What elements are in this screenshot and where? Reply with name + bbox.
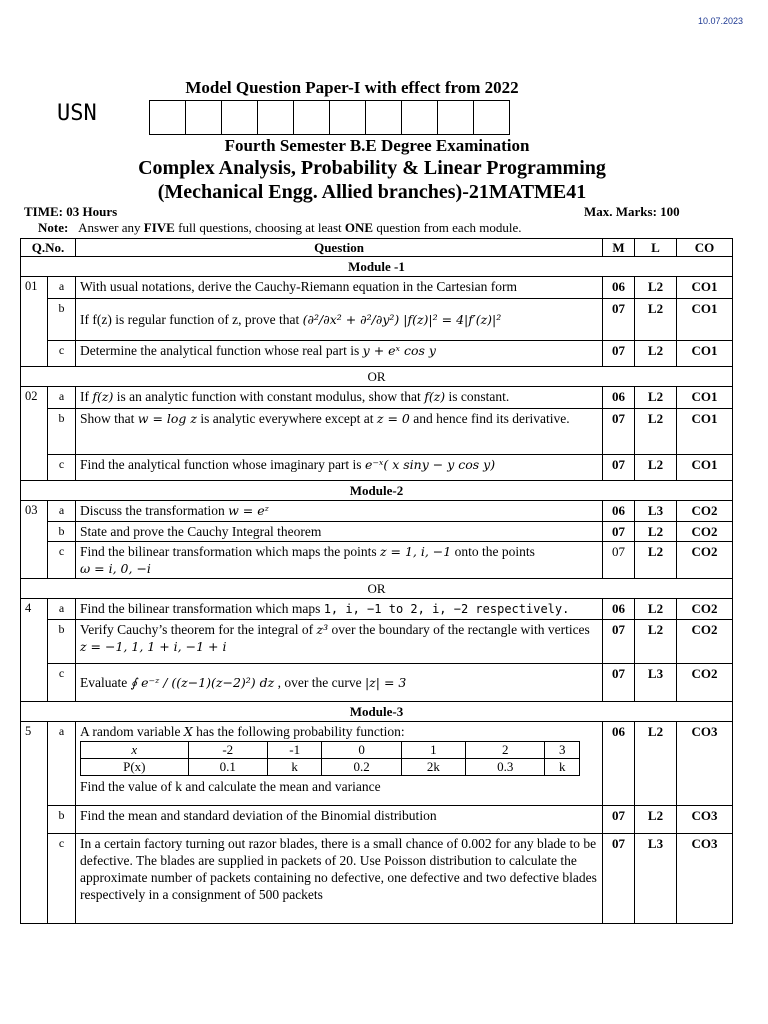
math-expression: y + eˣ cos y: [362, 343, 436, 358]
question-row: [21, 722, 733, 806]
math-expression: X: [183, 724, 193, 739]
math-expression: w = log z: [137, 411, 197, 426]
level: L3: [635, 664, 677, 702]
question-text: Find the mean and standard deviation of the Binomial distribution: [76, 806, 603, 834]
subject-name: Complex Analysis, Probability & Linear Programming: [138, 157, 606, 179]
usn-boxes: [150, 100, 510, 135]
probability-table: [80, 741, 580, 776]
x-value: 3: [545, 742, 580, 759]
note-text: full questions, choosing at least: [174, 220, 345, 235]
sub-part: b: [48, 409, 76, 455]
module-1-heading: Module -1: [21, 257, 733, 277]
sub-part: c: [48, 542, 76, 579]
course-outcome: CO1: [677, 299, 733, 341]
col-co: CO: [677, 239, 733, 257]
course-outcome: CO2: [677, 542, 733, 579]
question-text: [76, 387, 603, 409]
question-row: [21, 277, 733, 299]
question-table: [20, 238, 733, 924]
p-value: 2k: [401, 759, 465, 776]
x-value: -2: [188, 742, 267, 759]
math-expression: ω = i, 0, −i: [80, 561, 151, 576]
usn-box: [185, 100, 222, 135]
level: L2: [635, 806, 677, 834]
paper-title: Model Question Paper-I with effect from 2022: [185, 78, 519, 97]
sub-part: c: [48, 341, 76, 367]
module-row: [21, 702, 733, 722]
question-row: [21, 834, 733, 924]
question-text-part: onto the points: [451, 544, 535, 559]
level: L2: [635, 620, 677, 664]
math-expression: z = −1, 1, 1 + i, −1 + i: [80, 639, 227, 654]
math-expression: |z| = 3: [364, 675, 407, 690]
max-marks-label: Max. Marks: 100: [584, 204, 680, 219]
exam-name: Fourth Semester B.E Degree Examination: [224, 136, 530, 155]
level: L2: [635, 409, 677, 455]
usn-box: [473, 100, 510, 135]
level: L2: [635, 277, 677, 299]
question-text-part: If: [80, 389, 93, 404]
level: L2: [635, 299, 677, 341]
sub-part: b: [48, 522, 76, 542]
x-row: [81, 742, 580, 759]
x-value: 0: [322, 742, 401, 759]
course-outcome: CO2: [677, 522, 733, 542]
question-number: 4: [21, 599, 48, 702]
p-value: 0.1: [188, 759, 267, 776]
level: L2: [635, 542, 677, 579]
question-text: [76, 409, 603, 455]
marks: 07: [603, 409, 635, 455]
question-text-part: Find the value of k and calculate the mean and variance: [80, 779, 381, 794]
sub-part: a: [48, 501, 76, 522]
question-text: [76, 620, 603, 664]
x-label: x: [81, 742, 189, 759]
math-expression: f(z): [424, 389, 446, 404]
col-marks: M: [603, 239, 635, 257]
question-text-part: Evaluate: [80, 675, 131, 690]
date-stamp: 10.07.2023: [698, 16, 744, 26]
module-2-heading: Module-2: [21, 481, 733, 501]
math-expression: z = 1, i, −1: [379, 544, 452, 559]
question-text: State and prove the Cauchy Integral theorem: [76, 522, 603, 542]
p-row: [81, 759, 580, 776]
question-row: [21, 664, 733, 702]
course-outcome: CO3: [677, 806, 733, 834]
question-row: [21, 455, 733, 481]
question-text-part: , over the curve: [274, 675, 365, 690]
question-number: 5: [21, 722, 48, 924]
level: L2: [635, 599, 677, 620]
question-row: [21, 806, 733, 834]
x-value: 2: [466, 742, 545, 759]
marks: 07: [603, 341, 635, 367]
question-text-part: is an analytic function with constant modulus, show that: [113, 389, 425, 404]
sub-part: c: [48, 834, 76, 924]
question-row: [21, 501, 733, 522]
math-expression: z = 0: [376, 411, 410, 426]
level: L2: [635, 387, 677, 409]
marks: 06: [603, 501, 635, 522]
sub-part: a: [48, 722, 76, 806]
module-row: [21, 257, 733, 277]
note-one: ONE: [344, 220, 374, 235]
marks: 07: [603, 299, 635, 341]
marks: 07: [603, 542, 635, 579]
usn-box: [329, 100, 366, 135]
question-row: [21, 341, 733, 367]
marks: 07: [603, 455, 635, 481]
question-text-part: Verify Cauchy’s theorem for the integral of: [80, 622, 317, 637]
question-text-part: Determine the analytical function whose real part is: [80, 343, 363, 358]
question-text: [76, 664, 603, 702]
marks: 06: [603, 599, 635, 620]
question-text: [76, 455, 603, 481]
usn-box: [365, 100, 402, 135]
question-text: [76, 599, 603, 620]
question-text: [76, 542, 603, 579]
marks: 06: [603, 277, 635, 299]
marks: 07: [603, 664, 635, 702]
sub-part: a: [48, 277, 76, 299]
p-label: P(x): [81, 759, 189, 776]
course-outcome: CO1: [677, 387, 733, 409]
usn-box: [149, 100, 186, 135]
question-text: [76, 722, 603, 806]
math-expression: e⁻ˣ( x siny − y cos y): [364, 457, 496, 472]
level: L2: [635, 722, 677, 806]
sub-part: b: [48, 299, 76, 341]
note-text: question from each module.: [373, 220, 522, 235]
or-row: [21, 367, 733, 387]
col-level: L: [635, 239, 677, 257]
course-outcome: CO2: [677, 664, 733, 702]
question-row: [21, 542, 733, 579]
question-row: [21, 599, 733, 620]
course-outcome: CO3: [677, 834, 733, 924]
usn-box: [257, 100, 294, 135]
sub-part: a: [48, 387, 76, 409]
question-number: 02: [21, 387, 48, 481]
level: L2: [635, 341, 677, 367]
question-row: [21, 409, 733, 455]
course-outcome: CO2: [677, 501, 733, 522]
course-outcome: CO3: [677, 722, 733, 806]
module-3-heading: Module-3: [21, 702, 733, 722]
branch-code: (Mechanical Engg. Allied branches)-21MATME41: [157, 181, 587, 203]
question-row: [21, 620, 733, 664]
question-row: [21, 299, 733, 341]
question-text: With usual notations, derive the Cauchy-Riemann equation in the Cartesian form: [76, 277, 603, 299]
marks: 07: [603, 806, 635, 834]
marks: 07: [603, 522, 635, 542]
course-outcome: CO1: [677, 455, 733, 481]
question-text: [76, 501, 603, 522]
question-text-part: Find the bilinear transformation which maps the points: [80, 544, 380, 559]
level: L3: [635, 501, 677, 522]
question-text-part: is analytic everywhere except at: [196, 411, 377, 426]
p-value: k: [267, 759, 321, 776]
x-value: 1: [401, 742, 465, 759]
question-number: 03: [21, 501, 48, 579]
module-row: [21, 481, 733, 501]
col-question: Question: [76, 239, 603, 257]
col-qno: Q.No.: [21, 239, 76, 257]
marks: 06: [603, 387, 635, 409]
marks: 07: [603, 620, 635, 664]
or-divider: OR: [21, 579, 733, 599]
math-expression: (∂²/∂x² + ∂²/∂y²) |f(z)|² = 4|f′(z)|²: [302, 312, 502, 327]
question-row: [21, 522, 733, 542]
question-text-part: has the following probability function:: [192, 724, 405, 739]
usn-box: [221, 100, 258, 135]
level: L3: [635, 834, 677, 924]
x-value: -1: [267, 742, 321, 759]
question-text-part: Discuss the transformation: [80, 503, 229, 518]
question-row: [21, 387, 733, 409]
or-divider: OR: [21, 367, 733, 387]
question-text-part: is constant.: [445, 389, 510, 404]
marks: 06: [603, 722, 635, 806]
usn-box: [437, 100, 474, 135]
math-expression: w = eᶻ: [228, 503, 269, 518]
question-text: [76, 341, 603, 367]
marks: 07: [603, 834, 635, 924]
question-text-part: and hence find its derivative.: [409, 411, 570, 426]
note-text: Answer any: [78, 220, 144, 235]
course-outcome: CO2: [677, 620, 733, 664]
course-outcome: CO2: [677, 599, 733, 620]
question-text-part: A random variable: [80, 724, 184, 739]
math-expression: z³: [316, 622, 329, 637]
sub-part: c: [48, 455, 76, 481]
question-text-part: Find the analytical function whose imaginary part is: [80, 457, 365, 472]
note-five: FIVE: [143, 220, 175, 235]
math-expression: ∮ e⁻ᶻ / ((z−1)(z−2)²) dz: [130, 675, 275, 690]
math-expression: 1, i, −1 to 2, i, −2 respectively.: [323, 602, 570, 616]
level: L2: [635, 522, 677, 542]
math-expression: f(z): [92, 389, 114, 404]
time-label: TIME: 03 Hours: [24, 204, 118, 219]
question-text: In a certain factory turning out razor blades, there is a small chance of 0.002 for any blade to be defective. The blades are supplied in packets of 20. Use Poisson distribution to calculate the approximate number of packets containing no defective, one defective and two defective blades respectively in a consignment of 500 packets: [76, 834, 603, 924]
p-value: 0.2: [322, 759, 401, 776]
question-text-part: Show that: [80, 411, 138, 426]
question-text-part: over the boundary of the rectangle with vertices: [328, 622, 590, 637]
question-text-part: If f(z) is regular function of z, prove that: [80, 312, 303, 327]
sub-part: b: [48, 806, 76, 834]
usn-label: USN: [57, 101, 97, 126]
level: L2: [635, 455, 677, 481]
usn-box: [401, 100, 438, 135]
course-outcome: CO1: [677, 341, 733, 367]
header-row: [21, 239, 733, 257]
p-value: 0.3: [466, 759, 545, 776]
question-number: 01: [21, 277, 48, 367]
course-outcome: CO1: [677, 409, 733, 455]
sub-part: c: [48, 664, 76, 702]
usn-box: [293, 100, 330, 135]
sub-part: a: [48, 599, 76, 620]
or-row: [21, 579, 733, 599]
note-label: Note:: [38, 220, 69, 235]
question-text: [76, 299, 603, 341]
sub-part: b: [48, 620, 76, 664]
p-value: k: [545, 759, 580, 776]
course-outcome: CO1: [677, 277, 733, 299]
question-text-part: Find the bilinear transformation which maps: [80, 601, 324, 616]
instructions-note: [38, 220, 521, 236]
